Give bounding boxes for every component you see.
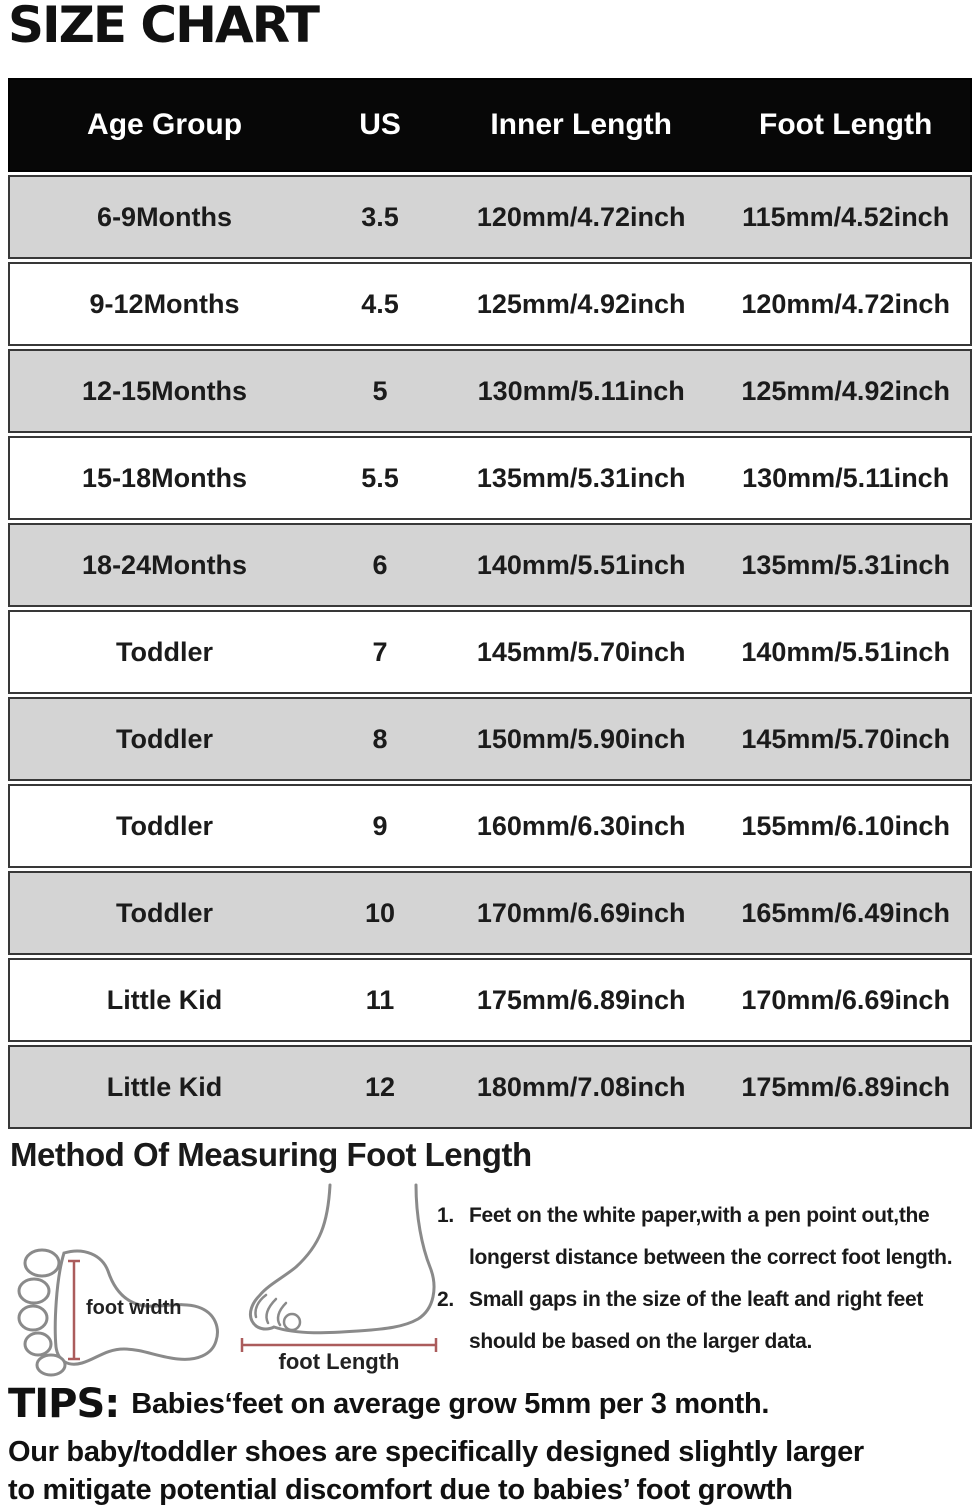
measuring-instructions	[437, 1195, 977, 1363]
table-row	[8, 523, 972, 607]
table-row	[8, 610, 972, 694]
inner-length-cell: 130mm/5.11inch	[477, 375, 685, 406]
table-row	[8, 436, 972, 520]
foot-length-cell: 130mm/5.11inch	[742, 462, 950, 493]
table-header-row	[8, 78, 972, 172]
us-size-cell: 7	[372, 636, 388, 667]
foot-length-cell: 115mm/4.52inch	[742, 201, 950, 232]
table-row	[8, 175, 972, 259]
age-group-cell: Little Kid	[106, 984, 223, 1015]
foot-length-cell: 145mm/5.70inch	[741, 723, 950, 754]
age-group-cell: 18-24Months	[82, 549, 248, 580]
us-size-cell: 5.5	[361, 462, 399, 493]
table-row	[8, 784, 972, 868]
column-header-foot-length: Foot Length	[759, 108, 933, 141]
us-size-cell: 5	[372, 375, 388, 406]
age-group-cell: Toddler	[116, 810, 214, 841]
table-row	[8, 1045, 972, 1129]
tips-section	[8, 1381, 974, 1509]
age-group-cell: Toddler	[116, 897, 214, 928]
size-table	[8, 78, 972, 1129]
age-group-cell: Little Kid	[106, 1071, 223, 1102]
inner-length-cell: 170mm/6.69inch	[476, 897, 686, 928]
inner-length-cell: 145mm/5.70inch	[476, 636, 686, 667]
foot-length-cell: 165mm/6.49inch	[741, 897, 950, 928]
measuring-section	[0, 1183, 980, 1381]
us-size-cell: 8	[372, 723, 388, 754]
table-row	[8, 262, 972, 346]
foot-length-diagram	[228, 1183, 453, 1383]
page-title: SIZE CHART	[8, 0, 319, 54]
column-header-inner-length: Inner Length	[490, 108, 672, 141]
us-size-cell: 12	[365, 1071, 396, 1102]
us-size-cell: 10	[365, 897, 396, 928]
instruction-line: Small gaps in the size of the leaft and right feet	[469, 1288, 924, 1311]
foot-length-cell: 125mm/4.92inch	[741, 375, 950, 406]
instruction-line: longerst distance between the correct foot length.	[469, 1246, 953, 1269]
age-group-cell: 9-12Months	[89, 288, 240, 319]
inner-length-cell: 135mm/5.31inch	[476, 462, 686, 493]
age-group-cell: 12-15Months	[82, 375, 248, 406]
us-size-cell: 9	[372, 810, 388, 841]
table-row	[8, 871, 972, 955]
inner-length-cell: 160mm/6.30inch	[476, 810, 686, 841]
foot-length-cell: 120mm/4.72inch	[741, 288, 950, 319]
tips-label: TIPS:	[8, 1381, 120, 1427]
instruction-number: 1.	[437, 1204, 454, 1227]
foot-width-label: foot width	[86, 1297, 182, 1319]
age-group-cell: Toddler	[116, 636, 214, 667]
instruction-item	[437, 1279, 977, 1363]
instruction-text	[469, 1279, 923, 1363]
us-size-cell: 6	[372, 549, 388, 580]
age-group-cell: 6-9Months	[97, 201, 233, 232]
method-heading: Method Of Measuring Foot Length	[10, 1136, 532, 1173]
instruction-item	[437, 1195, 977, 1279]
table-row	[8, 349, 972, 433]
age-group-cell: 15-18Months	[82, 462, 248, 493]
foot-length-cell: 140mm/5.51inch	[741, 636, 950, 667]
column-header-us: US	[359, 108, 401, 141]
inner-length-cell: 180mm/7.08inch	[476, 1071, 686, 1102]
tips-line: Our baby/toddler shoes are specifically designed slightly larger	[8, 1436, 864, 1468]
foot-length-cell: 155mm/6.10inch	[741, 810, 950, 841]
inner-length-cell: 150mm/5.90inch	[476, 723, 686, 754]
us-size-cell: 3.5	[361, 201, 399, 232]
toe-lines	[255, 1295, 300, 1330]
us-size-cell: 4.5	[361, 288, 399, 319]
inner-length-cell: 125mm/4.92inch	[476, 288, 686, 319]
foot-length-cell: 170mm/6.69inch	[741, 984, 950, 1015]
instruction-line: should be based on the larger data.	[469, 1330, 813, 1353]
foot-length-cell: 175mm/6.89inch	[741, 1071, 950, 1102]
table-row	[8, 958, 972, 1042]
us-size-cell: 11	[365, 984, 395, 1015]
inner-length-cell: 140mm/5.51inch	[476, 549, 686, 580]
tips-text: Babies‘feet on average grow 5mm per 3 month.	[131, 1387, 770, 1420]
foot-width-diagram	[12, 1245, 227, 1380]
age-group-cell: Toddler	[116, 723, 214, 754]
instruction-line: Feet on the white paper,with a pen point out,the	[469, 1204, 930, 1227]
instruction-text	[469, 1195, 952, 1279]
inner-length-cell: 120mm/4.72inch	[476, 201, 686, 232]
instruction-number: 2.	[437, 1288, 454, 1311]
foot-length-label: foot Length	[278, 1349, 400, 1374]
tips-line	[8, 1381, 974, 1427]
tips-line: to mitigate potential discomfort due to babies’ foot growth	[8, 1474, 793, 1506]
inner-length-cell: 175mm/6.89inch	[476, 984, 686, 1015]
foot-length-cell: 135mm/5.31inch	[741, 549, 950, 580]
column-header-age-group: Age Group	[87, 108, 243, 141]
table-row	[8, 697, 972, 781]
